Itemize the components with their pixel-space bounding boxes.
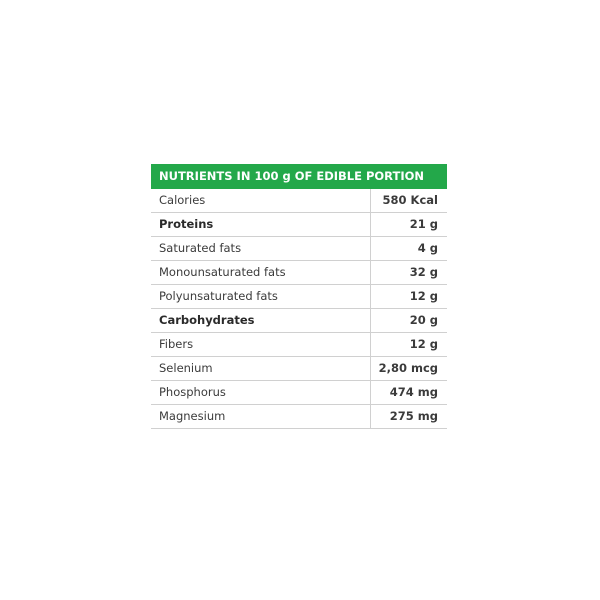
nutrient-value: 12 g bbox=[370, 333, 447, 356]
nutrient-value: 2,80 mcg bbox=[370, 357, 447, 380]
table-row bbox=[151, 261, 447, 285]
nutrient-name: Proteins bbox=[159, 217, 214, 231]
nutrient-value: 275 mg bbox=[370, 405, 447, 428]
nutrient-name: Monounsaturated fats bbox=[159, 265, 286, 279]
nutrient-name: Selenium bbox=[159, 361, 213, 375]
table-row bbox=[151, 405, 447, 429]
nutrient-value: 20 g bbox=[370, 309, 447, 332]
nutrition-table bbox=[151, 164, 447, 429]
nutrient-value: 580 Kcal bbox=[370, 189, 447, 212]
table-header: NUTRIENTS IN 100 g OF EDIBLE PORTION bbox=[151, 164, 447, 189]
nutrient-value: 474 mg bbox=[370, 381, 447, 404]
nutrient-value: 21 g bbox=[370, 213, 447, 236]
nutrient-value: 12 g bbox=[370, 285, 447, 308]
table-row bbox=[151, 333, 447, 357]
nutrient-name: Phosphorus bbox=[159, 385, 226, 399]
table-row bbox=[151, 237, 447, 261]
table-row bbox=[151, 381, 447, 405]
table-row bbox=[151, 357, 447, 381]
nutrient-name: Calories bbox=[159, 193, 206, 207]
table-row bbox=[151, 285, 447, 309]
table-row bbox=[151, 213, 447, 237]
nutrient-value: 32 g bbox=[370, 261, 447, 284]
nutrient-name: Fibers bbox=[159, 337, 194, 351]
table-row bbox=[151, 189, 447, 213]
nutrient-name: Polyunsaturated fats bbox=[159, 289, 278, 303]
nutrient-name: Saturated fats bbox=[159, 241, 242, 255]
nutrient-value: 4 g bbox=[370, 237, 447, 260]
table-rows bbox=[151, 189, 447, 429]
table-row bbox=[151, 309, 447, 333]
nutrient-name: Magnesium bbox=[159, 409, 226, 423]
nutrient-name: Carbohydrates bbox=[159, 313, 255, 327]
